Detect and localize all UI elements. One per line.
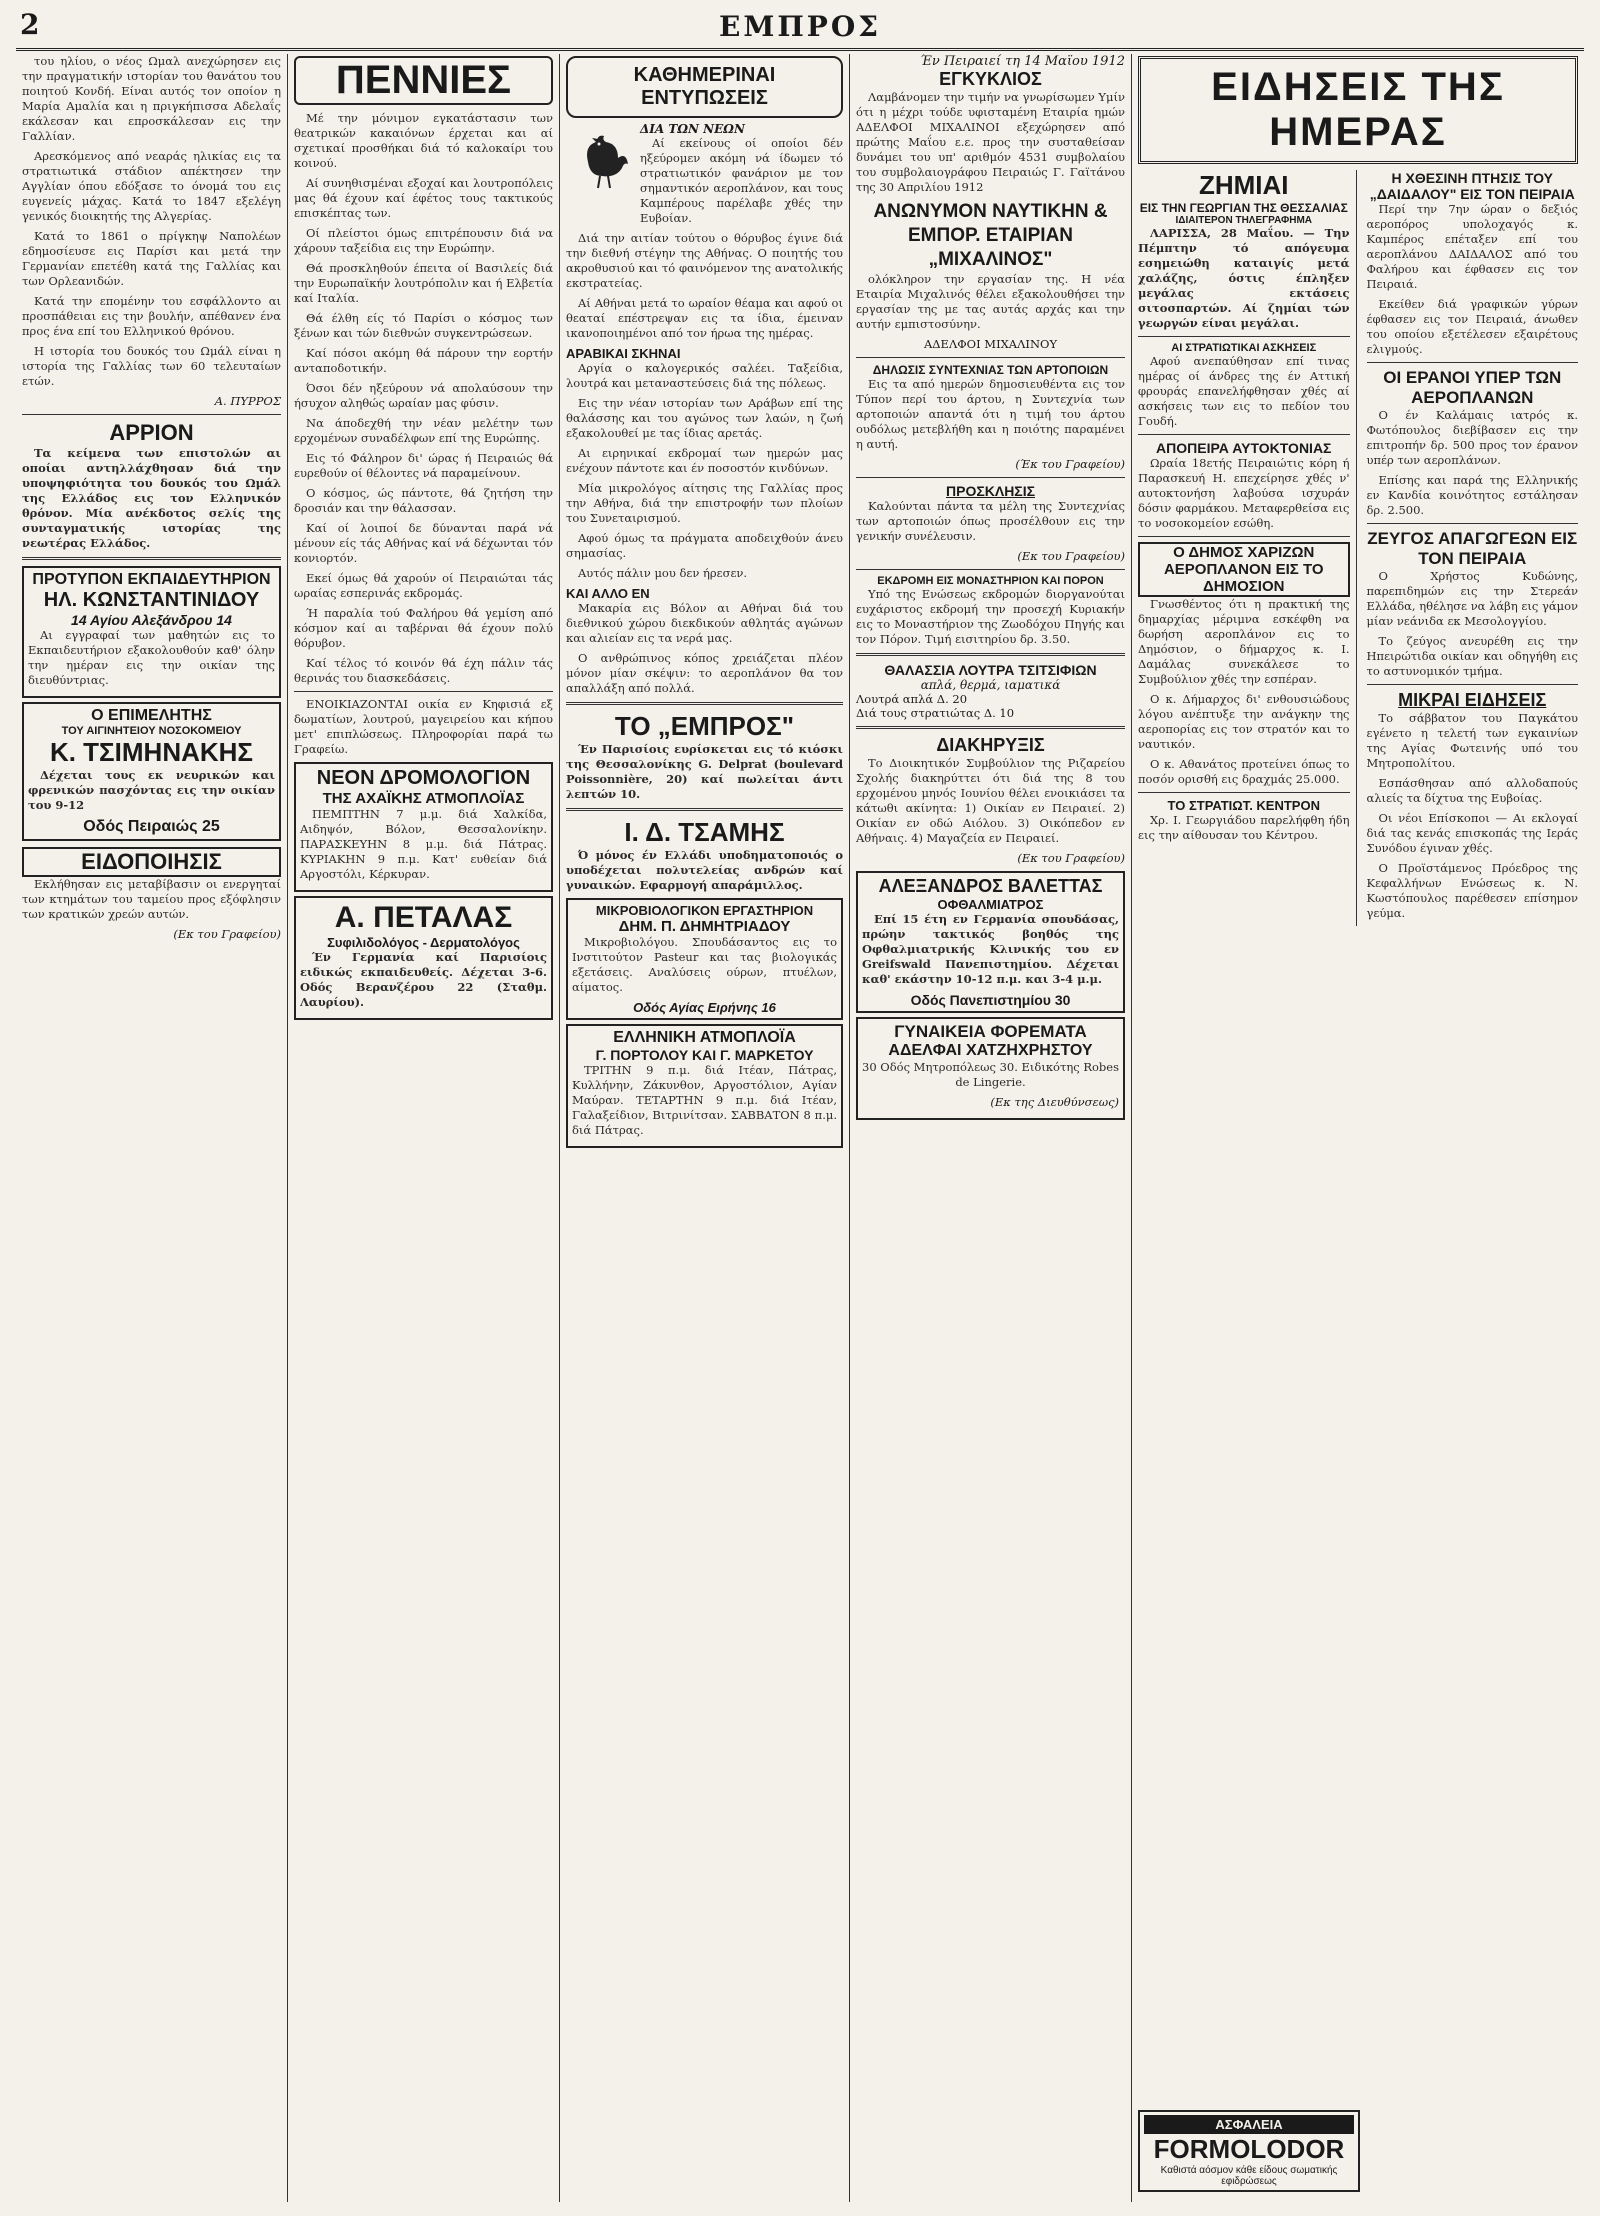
school-title: ΠΡΟΤΥΠΟΝ ΕΚΠΑΙΔΕΥΤΗΡΙΟΝ (32, 571, 271, 588)
paragraph: Η ιστορία του δουκός του Ωμάλ είναι η ιστορία της Γαλλίας των 60 τελευταίων ετών. (22, 344, 281, 388)
dateline: Έν Πειραιεί τη 14 Μαΐου 1912 (920, 54, 1125, 69)
paragraph: Γνωσθέντος ότι η πρακτική της δημαρχίας μέριμνα εσκέφθη να δωρήση αεροπλάνον εις το Δημόσιον, ο δήμαρχος κ. Ι. Δαμάλας συνεκάλεσε το Συμβούλιον χθές την εσπέραν. (1138, 597, 1350, 686)
eye-doctor-role: ΟΦΘΑΛΜΙΑΤΡΟΣ (937, 897, 1044, 912)
paragraph: Εκείθεν διά γραφικών γύρων έφθασεν εις τον Πειραιά, άνωθεν του οποίου εξετέλεσεν εξαιρέτους ελιγμούς. (1366, 297, 1578, 356)
paragraph: Αφού όμως τα πράγματα αποδειχθούν άνευ σημασίας. (566, 531, 843, 560)
column-4 (850, 54, 1132, 2202)
paragraph: του ηλίου, ο νέος Ωμαλ ανεχώρησεν εις την πραγματικήν ιστορίαν του θανάτου του ποιητού Κονδή. Είναι αυτός τον οποίον η Μαρία Αμαλία και η πριγκήπισσα Αδελαΐς εκάλεσαν και επροσκάλεσαν εις την Γαλλίαν. (22, 54, 281, 143)
paragraph: Διά την αιτίαν τούτου ο θόρυβος έγινε διά την διεθνή στέγην της Αθήνας. Ο ποιητής του ακροθυσιού και τό φαινόμενον της ανατολικής εκστρατείας. (566, 231, 843, 290)
paragraph: Μία μικρολόγος αίτησις της Γαλλίας προς την Αθήνα, διά την επιστροφήν των πλοίων του Συνεταιρισμού. (566, 481, 843, 525)
tailor-text: Ό μόνος έν Ελλάδι υποδηματοποιός ο υποδέχεται πολυτελείας ανδρών καί γυναικών. Εφαρμογή απαράμιλλος. (566, 848, 843, 892)
newspaper-page (16, 6, 1584, 2202)
paragraph: Ο κόσμος, ώς πάντοτε, θά ζητήση την δροσιάν και την θάλασσαν. (294, 486, 553, 515)
notice-text: Εις τα από ημερών δημοσιευθέντα εις τον Τύπον περί του άρτου, η Συντεχνία των αρτοποιών απαντά ότι η τιμή του άρτου ουδόλως μετεβλήθη και η ποιότης παραμένει η αυτή. (856, 377, 1125, 451)
schedule-title: ΝΕΟΝ ΔΡΟΜΟΛΟΓΙΟΝ (316, 767, 531, 789)
paragraph: Εσπάσθησαν από αλλοδαπούς αλιείς τα δίχτυα της Ευβοίας. (1366, 776, 1578, 805)
ad-title: ΑΣΦΑΛΕΙΑ (1144, 2115, 1354, 2134)
column-2 (288, 54, 560, 2202)
shipping-text: ΤΡΙΤΗΝ 9 π.μ. διά Ιτέαν, Πάτρας, Κυλλήνην, Ζάκυνθον, Αργοστόλιον, Αγίαν Μαύραν. ΤΕΤΑΡΤΗΝ 9 π.μ. διά Ιτέαν, Γαλαξείδιον, Βιτρινίτσαν. ΣΑΒΒΑΤΟΝ 8 π.μ. διά Πάτρας. (572, 1063, 837, 1137)
paragraph: Χρ. Ι. Γεωργιάδου παρελήφθη ήδη εις την αίθουσαν του Κέντρου. (1138, 813, 1350, 842)
paragraph: ΛΑΡΙΣΣΑ, 28 Μαΐου. — Την Πέμπτην τό απόγευμα εσημειώθη καταιγίς μετά χαλάζης, όστις έπληξεν μεγάλας εκτάσεις σιτοσπαρτών. Αί ζημίαι τών γεωργών είναι μεγάλαι. (1138, 226, 1350, 330)
news-kicker: ΙΔΙΑΙΤΕΡΟΝ ΤΗΛΕΓΡΑΦΗΜΑ (1175, 215, 1312, 226)
schedule-advert (294, 762, 553, 892)
paragraph: Αί Αθήναι μετά το ωραίον θέαμα και αφού οι θεαταί επέστρεψαν εις τα ίδια, έμειναν ικανοποιημένοι από τον ήρωα της ημέρας. (566, 296, 843, 340)
notice-text: Καλούνται πάντα τα μέλη της Συντεχνίας των αρτοποιών όπως προσέλθουν εις την γενικήν συνέλευσιν. (856, 499, 1125, 543)
paragraph: Αφού ανεπαύθησαν επί τινας ημέρας οί άνδρες της έν Αττική φρουράς επανελήφθησαν χθές αί ασκήσεις των εις το πεδίον του Γουδή. (1138, 354, 1350, 428)
column-title: ΚΑΘΗΜΕΡΙΝΑΙ ΕΝΤΥΠΩΣΕΙΣ (566, 56, 843, 118)
paragraph: Ή παραλία τού Φαλήρου θά γεμίση από κόσμον καί αι ταβέρναι θά έχουν πολύ θόρυβον. (294, 606, 553, 650)
paragraph: Αί συνηθισμέναι εξοχαί και λουτροπόλεις μας θά έχουν καί έφέτος τους τακτικούς επισκέπτας των. (294, 176, 553, 220)
tailor-name: Ι. Δ. ΤΣΑΜΗΣ (624, 817, 785, 847)
section-title: ΚΑΙ ΑΛΛΟ ΕΝ (566, 586, 650, 601)
doctor-text: Δέχεται τους εκ νευρικών και φρενικών πασχόντας εις την οικίαν του 9-12 (28, 768, 275, 812)
announce-source: (Εκ του Γραφείου) (1017, 851, 1125, 865)
school-address: 14 Αγίου Αλεξάνδρου 14 (71, 612, 232, 628)
paragraph: Το ζεύγος ανευρέθη εις την Ηπειρώτιδα οικίαν και οδηγήθη εις το αστυνομικόν τμήμα. (1366, 634, 1578, 678)
rental-notice: ΕΝΟΙΚΙΑΖΟΝΤΑΙ οικία εν Κηφισιά εξ δωματίων, λουτρού, μαγειρείου και κήπου μετ' επιπλώσεως. Πληροφορίαι παρά τω Γραφείω. (294, 697, 553, 756)
paragraph: Καί τέλος τό κοινόν θά έχη πάλιν τάς θερινάς του διασκεδάσεις. (294, 656, 553, 685)
formolodor-advert (1138, 2110, 1360, 2192)
lab-advert (566, 898, 843, 1020)
notice-title: ΑΡΡΙΟΝ (109, 420, 194, 445)
lab-address: Οδός Αγίας Ειρήνης 16 (633, 1000, 776, 1015)
doctor-advert (22, 702, 281, 841)
column-subtitle: ΔΙΑ ΤΩΝ ΝΕΩΝ (640, 122, 745, 136)
paragraph: Όσοι δέν ηξεύρουν νά απολαύσουν την ήσυχον αληθώς ωραίαν μας φύσιν. (294, 381, 553, 410)
announce-text: Το Διοικητικόν Συμβούλιον της Ριζαρείου Σχολής διακηρύττει ότι διά της 8 του ερχομένου μηνός Ιουνίου θέλει ενοικιάσει τα κάτωθι ακίνητα: 1) Οικίαν εν Πειραιεί. 2) Οικίαν εν οδώ Αιόλου. 3) Οικόπεδον εν Αθήναις. 4) Μαγαζεία εν Πειραιεί. (856, 756, 1125, 845)
paragraph: Αί εκείνους οί οποίοι δέν ηξεύρομεν ακόμη νά ίδωμεν τό στρατιωτικόν φανάριον με τον σημαντικόν αεροπλάνον, και τους Καμπέρους παρέλαβε χθές την Ευβοίαν. (640, 136, 843, 225)
dress-text: 30 Οδός Μητροπόλεως 30. Ειδικότης Robes de Lingerie. (862, 1060, 1119, 1089)
lab-title: ΜΙΚΡΟΒΙΟΛΟΓΙΚΟΝ ΕΡΓΑΣΤΗΡΙΟΝ (595, 903, 814, 918)
notice-title: ΔΗΛΩΣΙΣ ΣΥΝΤΕΧΝΙΑΣ ΤΩΝ ΑΡΤΟΠΟΙΩΝ (872, 363, 1109, 377)
school-name: ΗΛ. ΚΩΝΣΤΑΝΤΙΝΙΔΟΥ (43, 589, 260, 611)
news-headline: ΖΕΥΓΟΣ ΑΠΑΓΩΓΕΩΝ ΕΙΣ ΤΟΝ ΠΕΙΡΑΙΑ (1367, 529, 1578, 568)
news-headline: Ο ΔΗΜΟΣ ΧΑΡΙΖΩΝ ΑΕΡΟΠΛΑΝΟΝ ΕΙΣ ΤΟ ΔΗΜΟΣΙΟΝ (1138, 542, 1350, 597)
news-headline: ΤΟ ΣΤΡΑΤΙΩΤ. ΚΕΝΤΡΟΝ (1167, 798, 1320, 813)
paragraph: Ο έν Καλάμαις ιατρός κ. Φωτόπουλος διεβίβασεν εις την επιτροπήν δρ. 500 προς τον έρανον υπέρ των αεροπλάνων. (1366, 408, 1578, 467)
rooster-icon (566, 122, 636, 192)
shipping-name: Γ. ΠΟΡΤΟΛΟΥ ΚΑΙ Γ. ΜΑΡΚΕΤΟΥ (595, 1047, 814, 1063)
column-1 (16, 54, 288, 2202)
news-headline: ΟΙ ΕΡΑΝΟΙ ΥΠΕΡ ΤΩΝ ΑΕΡΟΠΛΑΝΩΝ (1383, 368, 1562, 407)
news-headline: ΑΠΟΠΕΙΡΑ ΑΥΤΟΚΤΟΝΙΑΣ (1156, 440, 1332, 456)
columns (16, 54, 1584, 2202)
paragraph: Ο Προϊστάμενος Πρόεδρος της Κεφαλλήνων Ενώσεως κ. Ν. Κωστόπουλος παρέθεσεν επίσημον γεύμα. (1366, 861, 1578, 920)
news-headline: ΑΙ ΣΤΡΑΤΙΩΤΙΚΑΙ ΑΣΚΗΣΕΙΣ (1171, 342, 1317, 354)
doctor2-text: Έν Γερμανία καί Παρισίοις ειδικώς εκπαιδευθείς. Δέχεται 3-6. Οδός Βερανζέρου 22 (Σταθμ. Λαυρίου). (300, 950, 547, 1009)
doctor2-role: Συφιλιδολόγος - Δερματολόγος (327, 935, 520, 950)
doctor2-advert (294, 896, 553, 1020)
news-subcolumns (1138, 170, 1578, 926)
ad-brand: FORMOLODOR (1153, 2134, 1345, 2164)
paragraph: Λαμβάνομεν την τιμήν να γνωρίσωμεν Υμίν ότι η μέχρι τούδε υφισταμένη Εταιρία ημών ΑΔΕΛΦΟΙ ΜΙΧΑΛΙΝΟΙ εξεχώρησεν από πρώτης Μαΐου ε.ε. προς την συσταθείσαν δυνάμει του υπ' αριθμόν 4531 συμβολαίου του συμβολαιογράφου Πειραιώς Γ. Γαϊτάνου της 30 Απριλίου 1912 (856, 90, 1125, 194)
dress-advert (856, 1017, 1125, 1120)
paragraph: Καί οί λοιποί δε δύνανται παρά νά μένουν είς τάς Αθήνας καί νά δέχωνται τόν κονιορτόν. (294, 521, 553, 565)
lab-name: ΔΗΜ. Π. ΔΗΜΗΤΡΙΑΔΟΥ (618, 918, 791, 935)
column-3 (560, 54, 850, 2202)
paragraph: Οί πλείστοι όμως επιτρέπουσιν διά να χάρουν ταξείδια εις την Ευρώπην. (294, 226, 553, 255)
news-headline: Η ΧΘΕΣΙΝΗ ΠΤΗΣΙΣ ΤΟΥ „ΔΑΙΔΑΛΟΥ" ΕΙΣ ΤΟΝ ΠΕΙΡΑΙΑ (1369, 170, 1575, 202)
headline-with-illustration (566, 122, 843, 231)
notice-source: (Εκ του Γραφείου) (1017, 549, 1125, 563)
paragraph: Κατά την επομένην του εσφάλλοντο αι προσπάθειαι εις την βουλήν, απέθανεν ένα προς ένα επί του Ελληνικού θρόνου. (22, 294, 281, 338)
notice-title: ΕΚΔΡΟΜΗ ΕΙΣ ΜΟΝΑΣΤΗΡΙΟΝ ΚΑΙ ΠΟΡΟΝ (877, 575, 1104, 587)
doctor2-name: Α. ΠΕΤΑΛΑΣ (334, 901, 513, 934)
shipping-advert (566, 1024, 843, 1148)
author-signature: Α. ΠΥΡΡΟΣ (214, 394, 281, 408)
paragraph: Ο Χρήστος Κυδώνης, παρεπιδημών εις την Στερεάν Ελλάδα, ηθέλησε να λάβη εις γάμον μίαν νεάνιδα εκ Μεσολογγίου. (1366, 569, 1578, 628)
school-text: Αι εγγραφαί των μαθητών εις το Εκπαιδευτήριον εξακολουθούν καθ' όλην την ημέραν εις την οικίαν της διευθύντριας. (28, 628, 275, 687)
notice-source: (Έκ του Γραφείου) (1015, 457, 1125, 471)
paragraph: Αρεσκόμενος από νεαράς ηλικίας εις τα στρατιωτικά στάδιον απέκτησεν την Αγγλίαν όπου εδόξασε το όνομά του εις ευγενείς μάχας. Κατά το 1847 εξελέγη γενικός διοικητής της Αλγερίας. (22, 149, 281, 223)
doctor-role: Ο ΕΠΙΜΕΛΗΤΗΣ (91, 707, 212, 724)
news-headline: ΜΙΚΡΑΙ ΕΙΔΗΣΕΙΣ (1398, 690, 1547, 710)
schedule-text: ΠΕΜΠΤΗΝ 7 μ.μ. διά Χαλκίδα, Αιδηψόν, Βόλον, Θεσσαλονίκην. ΠΑΡΑΣΚΕΥΗΝ 8 μ.μ. διά Πάτρας. ΚΥΡΙΑΚΗΝ 9 π.μ. Κατ' ευθείαν διά Αργοστόλι, Κέρκυραν. (300, 807, 547, 881)
dress-name: ΑΔΕΛΦΑΙ ΧΑΤΖΗΧΡΗΣΤΟΥ (888, 1042, 1093, 1059)
paragraph: Το σάββατον του Παγκάτου εγένετο η τελετή των εγκαινίων της Αγίας Φωτεινής υπό του Μητροπολίτου. (1366, 711, 1578, 770)
column-title: ΠΕΝΝΙΕΣ (294, 56, 553, 105)
notice-title: ΠΡΟΣΚΛΗΣΙΣ (946, 483, 1035, 499)
paragraph: Αργία ο καλογερικός σαλέει. Ταξείδια, λουτρά και μεταναστεύσεις διά της πόλεως. (566, 361, 843, 390)
paragraph: Να άποδεχθή την νέαν μελέτην των ερχομένων συναδέλφων επί της Ευρώπης. (294, 416, 553, 445)
notice2-title: ΕΙΔΟΠΟΙΗΣΙΣ (22, 847, 281, 877)
subscribe-text: Έν Παρισίοις ευρίσκεται εις τό κιόσκι της Θεσσαλονίκης G. Delprat (boulevard Poissonnière, 20) καί πωλείται άντι λεπτών 10. (566, 742, 843, 801)
baths-title: ΘΑΛΑΣΣΙΑ ΛΟΥΤΡΑ ΤΣΙΤΣΙΦΙΩΝ (884, 662, 1097, 678)
dress-source: (Εκ της Διευθύνσεως) (990, 1095, 1119, 1109)
notice-text: Τα κείμενα των επιστολών αι οποίαι αντηλλάχθησαν διά την υποψηφιότητα του δουκός του Ωμάλ της Ελλάδος εις τον Ελληνικόν θρόνον. Μία ανέκδοτος σελίς της συνταγματικής ιστορίας της νεωτέρας Ελλάδος. (22, 446, 281, 550)
paragraph: Μέ την μόνιμον εγκατάστασιν των θεατρικών κακαιόνων έρχεται και αί σχετικαί προσθήκαι διά τό καλοκαίρι του κοινού. (294, 111, 553, 170)
notice2-source: (Εκ του Γραφείου) (173, 927, 281, 941)
eye-doctor-address: Οδός Πανεπιστημίου 30 (910, 992, 1071, 1008)
notice2-text: Εκλήθησαν εις μεταβίβασιν οι ενεργηταί των κτημάτων του ταμείου προς εξόφλησιν των κρατικών χρεών αυτών. (22, 877, 281, 921)
shipping-title: ΕΛΛΗΝΙΚΗ ΑΤΜΟΠΛΟΪΑ (613, 1029, 796, 1046)
paragraph: Εκεί όμως θά χαρούν οί Πειραιώται τάς ωραίας εσπερινάς εκδρομάς. (294, 571, 553, 600)
section-title: ΑΡΑΒΙΚΑΙ ΣΚΗΝΑΙ (566, 346, 681, 361)
notice-text: Υπό της Ενώσεως εκδρομών διοργανούται ευχάριστος εκδρομή την προσεχή Κυριακήν εις το Μοναστήριον της Ζωοδόχου Πηγής και τον Πόρον. Τιμή εισιτηρίου δρ. 3.50. (856, 587, 1125, 646)
paragraph: Καί πόσοι ακόμη θά πάρουν την εορτήν ανταποδοτικήν. (294, 346, 553, 375)
column-5-daily-news (1132, 54, 1584, 2202)
paragraph: Επίσης και παρά της Ελληνικής εν Κανδία κοινότητος εστάλησαν δρ. 2.500. (1366, 473, 1578, 517)
paragraph: Εις την νέαν ιστορίαν των Αράβων επί της θαλάσσης και του αγώνος των λαών, η ζωή εξακολουθεί με τας ίδιας αρετάς. (566, 396, 843, 440)
paragraph: Θά έλθη είς τό Παρίσι ο κόσμος των ξένων και τών διεθνών συγκεντρώσεων. (294, 311, 553, 340)
lab-text: Μικροβιολόγου. Σπουδάσαντος εις το Ινστιτούτον Pasteur και τας βιολογικάς εξετάσεις. Αναλύσεις ούρων, πτυέλων, αίματος. (572, 935, 837, 994)
signature: ΑΔΕΛΦΟΙ ΜΙΧΑΛΙΝΟΥ (923, 337, 1058, 351)
masthead (16, 6, 1584, 51)
dress-title: ΓΥΝΑΙΚΕΙΑ ΦΟΡΕΜΑΤΑ (894, 1022, 1087, 1041)
paragraph: Ο κ. Αθανάτος προτείνει όπως το ποσόν ορισθή εις δραχμάς 25.000. (1138, 757, 1350, 786)
news-subheadline: ΕΙΣ ΤΗΝ ΓΕΩΡΓΙΑΝ ΤΗΣ ΘΕΣΣΑΛΙΑΣ (1139, 201, 1348, 215)
school-advert (22, 566, 281, 698)
paragraph: Οι νέοι Επίσκοποι — Αι εκλογαί διά τας κενάς επισκοπάς της Ιεράς Συνόδου έγιναν χθές. (1366, 811, 1578, 855)
eye-doctor-advert (856, 871, 1125, 1013)
subscribe-title: ΤΟ „ΕΜΠΡΟΣ" (614, 711, 795, 741)
company-title: ΑΝΩΝΥΜΟΝ ΝΑΥΤΙΚΗΝ & ΕΜΠΟΡ. ΕΤΑΙΡΙΑΝ „ΜΙΧΑΛΙΝΟΣ" (873, 201, 1108, 270)
paragraph: ολόκληρον την εργασίαν της. Η νέα Εταιρία Μιχαλινός θέλει εξακολουθήσει την εργασίαν της με τας αυτάς αρχάς και την αυτήν εμπιστοσύνην. (856, 272, 1125, 331)
paragraph: Ο κ. Δήμαρχος δι' ενθουσιώδους λόγου ανέπτυξε την ανάγκην της αεροπορίας εις τον στρατόν και το ναυτικόν. (1138, 692, 1350, 751)
paragraph: Ο ανθρώπινος κόπος χρειάζεται πλέον μόνον μίαν σκέψιν: το αεροπλάνον θα τον απαλλάξη από πολλά. (566, 651, 843, 695)
news-section-title: ΕΙΔΗΣΕΙΣ ΤΗΣ ΗΜΕΡΑΣ (1138, 56, 1578, 164)
doctor-name: Κ. ΤΣΙΜΗΝΑΚΗΣ (49, 737, 254, 767)
announce-title: ΔΙΑΚΗΡΥΞΙΣ (936, 735, 1045, 755)
baths-subtitle: απλά, θερμά, ιαματικά (920, 678, 1061, 692)
paragraph: Κατά το 1861 ο πρίγκηψ Ναπολέων εδημοσίευσε εις Παρίσι και μετά την Γερμανίαν επετέθη κατά της Γαλλίας και των Ορλεανιδών. (22, 229, 281, 288)
baths-price-row: Διά τους στρατιώτας Δ. 10 (856, 706, 1015, 720)
paragraph: Μακαρία εις Βόλον αι Αθήναι διά του διεθνικού χώρου διεκδικούν αθλητάς αγώνων και αλιείαν εις τα νερά μας. (566, 601, 843, 645)
eye-doctor-name: ΑΛΕΞΑΝΔΡΟΣ ΒΑΛΕΤΤΑΣ (878, 876, 1103, 896)
schedule-subtitle: ΤΗΣ ΑΧΑΪΚΗΣ ΑΤΜΟΠΛΟΪΑΣ (322, 790, 525, 807)
eye-doctor-text: Επί 15 έτη εν Γερμανία σπουδάσας, πρώην τακτικός βοηθός της Οφθαλμιατρικής Κλινικής του εν Greifswald Πανεπιστημίου. Δέχεται καθ' εκάστην 10-12 π.μ. και 3-4 μ.μ. (862, 912, 1119, 986)
newspaper-name: ΕΜΠΡΟΣ (718, 10, 882, 43)
paragraph: Αυτός πάλιν μου δεν ήρεσεν. (578, 566, 748, 580)
baths-price-row: Λουτρά απλά Δ. 20 (856, 692, 968, 706)
ad-text: Καθιστά αόσμον κάθε είδους σωματικής εφιδρώσεως (1160, 2165, 1338, 2187)
circular-title: ΕΓΚΥΚΛΙΟΣ (939, 69, 1042, 89)
paragraph: Θά προσκληθούν έπειτα οί Βασιλείς διά την Ευρωπαϊκήν λουτρόπολιν και ή Ελβετία καί Ιταλία. (294, 261, 553, 305)
paragraph: Ωραία 18ετής Πειραιώτις κόρη ή Παρασκευή Η. επεχείρησε χθές ν' αυτοκτονήση λαβούσα ισχυράν δόσιν φαρμάκου. Μεταφερθείσα εις το νοσοκομείον εσώθη. (1138, 456, 1350, 530)
news-left (1138, 170, 1357, 926)
doctor-hospital: ΤΟΥ ΑΙΓΙΝΗΤΕΙΟΥ ΝΟΣΟΚΟΜΕΙΟΥ (61, 725, 242, 737)
news-right (1367, 170, 1579, 926)
paragraph: Εις τό Φάληρον δι' ώρας ή Πειραιώς θά ευρεθούν οί θέλοντες νά παραμείνουν. (294, 451, 553, 480)
doctor-address: Οδός Πειραιώς 25 (83, 818, 220, 835)
paragraph: Περί την 7ην ώραν ο δεξιός αεροπόρος υπολοχαγός κ. Καμπέρος επέταξεν επί του αεροπλάνου ΔΑΙΔΑΛΟΣ από του Φαλήρου και έφθασεν εις τον Πειραιά. (1366, 202, 1578, 291)
paragraph: Αι ειρηνικαί εκδρομαί των ημερών μας ενέχουν πάντοτε και έν ποσοστόν κινδύνων. (566, 446, 843, 475)
news-headline: ΖΗΜΙΑΙ (1198, 170, 1289, 200)
page-number: 2 (20, 8, 40, 41)
